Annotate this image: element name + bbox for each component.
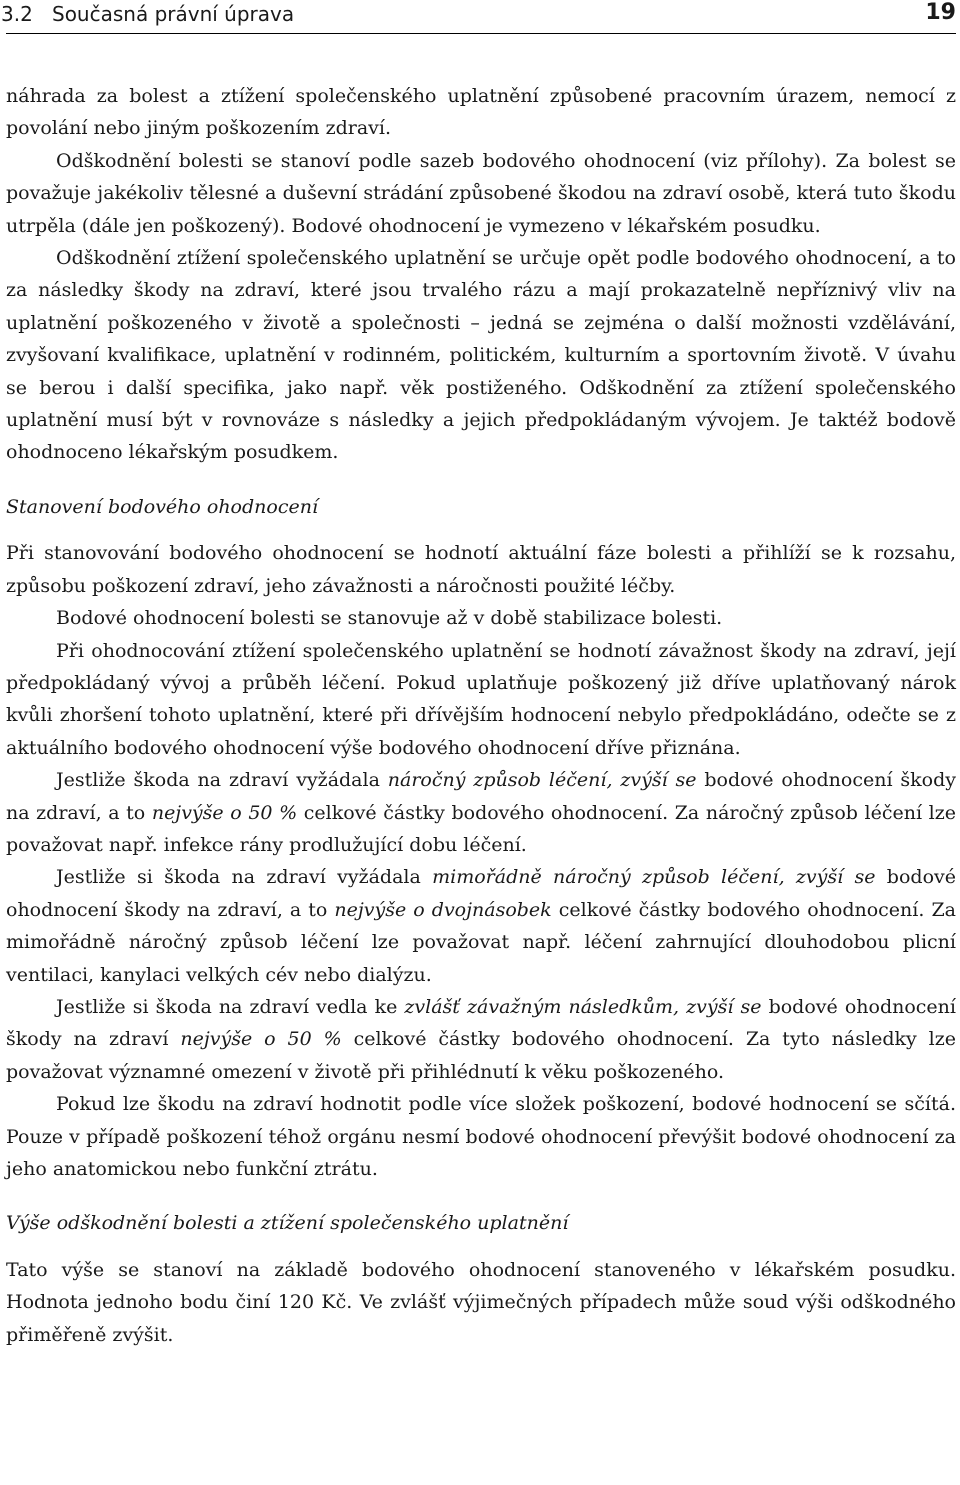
page-number: 19: [925, 0, 956, 25]
text-run: bodové ohodnocení škody na zdraví: [6, 995, 956, 1051]
paragraph: Při stanovování bodového ohodnocení se hodnotí aktuální fáze bolesti a přihlíží se k rozsahu, způsobu poškození zdraví, jeho závažnosti a náročnosti použité léčby.: [6, 542, 956, 597]
subsection-heading: Výše odškodnění bolesti a ztížení společenského uplatnění: [6, 1212, 569, 1235]
subsection-heading: Stanovení bodového ohodnocení: [6, 495, 319, 518]
paragraph: [6, 861, 956, 991]
body-text: [6, 80, 956, 1351]
text-run: Jestliže si škoda na zdraví vedla ke: [56, 995, 405, 1018]
paragraph: Bodové ohodnocení bolesti se stanovuje až v době stabilizace bolesti.: [56, 607, 723, 630]
running-header: [1, 0, 956, 34]
emphasis: nejvýše o 50 %: [180, 1028, 342, 1051]
paragraph: Při ohodnocování ztížení společenského uplatnění se hodnotí závažnost škody na zdraví, její předpokládaný vývoj a průběh léčení. Pokud uplatňuje poškozený již dříve uplatňovaný nárok kvůli zhoršení tohoto uplatnění, které při dřívějším hodnocení nebylo předpokládáno, odečte se z aktuálního bodového ohodnocení výše bodového ohodnocení dříve přiznána.: [6, 639, 956, 759]
paragraph: Odškodnění bolesti se stanoví podle sazeb bodového ohodnocení (viz přílohy). Za bolest se považuje jakékoliv tělesné a duševní strádání způsobené škodou na zdraví osobě, která tuto škodu utrpěla (dále jen poškozený). Bodové ohodnocení je vymezeno v lékařském posudku.: [6, 149, 956, 237]
paragraph: Pokud lze škodu na zdraví hodnotit podle více složek poškození, bodové hodnocení se sčítá. Pouze v případě poškození téhož orgánu nesmí bodové ohodnocení převýšit bodové ohodnocení za jeho anatomickou nebo funkční ztrátu.: [6, 1093, 956, 1180]
text-run: Jestliže si škoda na zdraví vyžádala: [56, 866, 433, 889]
text-run: celkové částky bodového ohodnocení. Za náročný způsob léčení lze považovat např. infekce rány prodlužující dobu léčení.: [6, 801, 956, 856]
paragraph: Odškodnění ztížení společenského uplatnění se určuje opět podle bodového ohodnocení, a to za následky škody na zdraví, které jsou trvalého rázu a mají prokazatelně nepříznivý vliv na uplatnění poškozeného v životě a společnosti – jedná se zejména o další možnosti vzdělávání, zvyšovaní kvalifikace, uplatnění v rodinném, politickém, kulturním a sportovním životě. V úvahu se berou i další specifika, jako např. věk postiženého. Odškodnění za ztížení společenského uplatnění musí být v rovnováze s následky a jejich předpokládaným vývojem. Je taktéž bodově ohodnoceno lékařským posudkem.: [6, 247, 956, 464]
emphasis: nejvýše o dvojnásobek: [334, 898, 552, 921]
text-run: Jestliže škoda na zdraví vyžádala: [56, 769, 388, 792]
emphasis: mimořádně náročný způsob léčení, zvýší se: [432, 866, 876, 889]
paragraph: [6, 991, 956, 1088]
paragraph: Tato výše se stanoví na základě bodového ohodnocení stanoveného v lékařském posudku. Hodnota jednoho bodu činí 120 Kč. Ve zvlášť výjimečných případech může soud výši odškodného přiměřeně zvýšit.: [6, 1258, 956, 1346]
paragraph: [6, 764, 956, 861]
emphasis: zvlášť závažným následkům, zvýší se: [404, 995, 762, 1018]
text-run: bodové ohodnocení škody na zdraví, a to: [6, 769, 956, 824]
text-run: bodové ohodnocení škody na zdraví, a to: [6, 866, 956, 921]
emphasis: nejvýše o 50 %: [151, 801, 298, 824]
text-run: celkové částky bodového ohodnocení. Za mimořádně náročný způsob léčení lze považovat např. léčení zahrnující dlouhodobou plicní ventilaci, kanylaci velkých cév nebo dialýzu.: [6, 898, 956, 986]
section-title: Současná právní úprava: [52, 2, 295, 26]
paragraph: náhrada za bolest a ztížení společenského uplatnění způsobené pracovním úrazem, nemocí z povolání nebo jiným poškozením zdraví.: [6, 85, 956, 140]
emphasis: náročný způsob léčení, zvýší se: [387, 769, 697, 792]
section-number: 3.2: [1, 2, 33, 26]
text-run: celkové částky bodového ohodnocení. Za tyto následky lze považovat významné omezení v životě při přihlédnutí k věku poškozeného.: [6, 1028, 956, 1083]
